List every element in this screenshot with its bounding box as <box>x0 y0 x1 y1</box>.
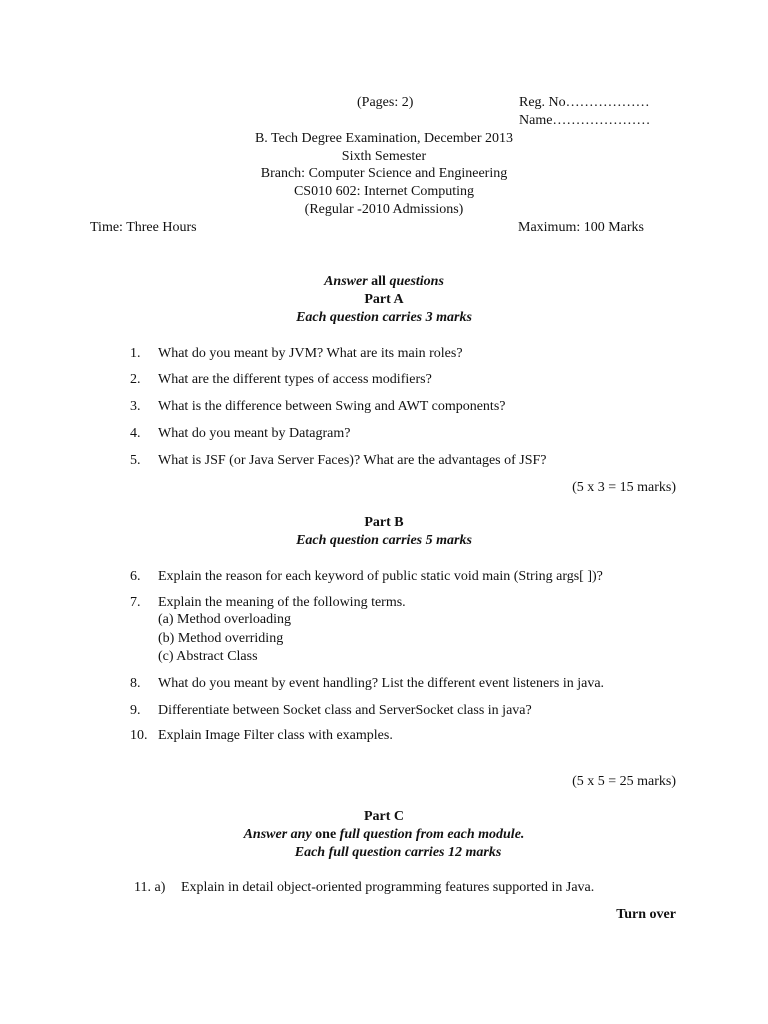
part-c-instruction: Answer any one full question from each module. <box>243 827 525 842</box>
course: CS010 602: Internet Computing <box>293 184 475 199</box>
semester: Sixth Semester <box>341 149 427 164</box>
part-c-title: Part C <box>363 809 405 824</box>
part-a-marks: (5 x 3 = 15 marks) <box>572 480 676 495</box>
exam-time: Time: Three Hours <box>90 220 197 235</box>
question-7c: (c) Abstract Class <box>158 649 258 664</box>
question-7a: (a) Method overloading <box>158 612 291 627</box>
part-a-subtitle: Each question carries 3 marks <box>296 310 472 325</box>
turn-over: Turn over <box>616 907 676 922</box>
max-marks: Maximum: 100 Marks <box>518 220 644 235</box>
question-11a: 11. a) Explain in detail object-oriented programming features supported in Java. <box>134 880 595 895</box>
part-a-title: Part A <box>364 292 404 307</box>
question-9: 9. Differentiate between Socket class and ServerSocket class in java? <box>130 703 532 718</box>
question-1: 1. What do you meant by JVM? What are its main roles? <box>130 346 463 361</box>
question-10: 10. Explain Image Filter class with examples. <box>130 728 393 743</box>
name-field: Name………………… <box>519 113 651 128</box>
question-2: 2. What are the different types of access modifiers? <box>130 372 432 387</box>
question-7: 7. Explain the meaning of the following terms. <box>130 595 406 610</box>
answer-all-instruction: Answer all questions <box>324 274 444 289</box>
part-b-marks: (5 x 5 = 25 marks) <box>572 774 676 789</box>
part-b-title: Part B <box>364 515 404 530</box>
part-c-subtitle: Each full question carries 12 marks <box>294 845 502 860</box>
question-8: 8. What do you meant by event handling? List the different event listeners in java. <box>130 676 605 691</box>
part-b-subtitle: Each question carries 5 marks <box>296 533 472 548</box>
admissions: (Regular -2010 Admissions) <box>304 202 464 217</box>
question-3: 3. What is the difference between Swing and AWT components? <box>130 399 506 414</box>
question-4: 4. What do you meant by Datagram? <box>130 426 351 441</box>
question-7b: (b) Method overriding <box>158 631 284 646</box>
branch: Branch: Computer Science and Engineering <box>260 166 508 181</box>
question-6: 6. Explain the reason for each keyword of public static void main (String args[ ])? <box>130 569 603 584</box>
exam-title: B. Tech Degree Examination, December 2013 <box>254 131 514 146</box>
reg-no-field: Reg. No……………… <box>519 95 650 110</box>
pages-count: (Pages: 2) <box>357 95 414 110</box>
question-5: 5. What is JSF (or Java Server Faces)? What are the advantages of JSF? <box>130 453 547 468</box>
